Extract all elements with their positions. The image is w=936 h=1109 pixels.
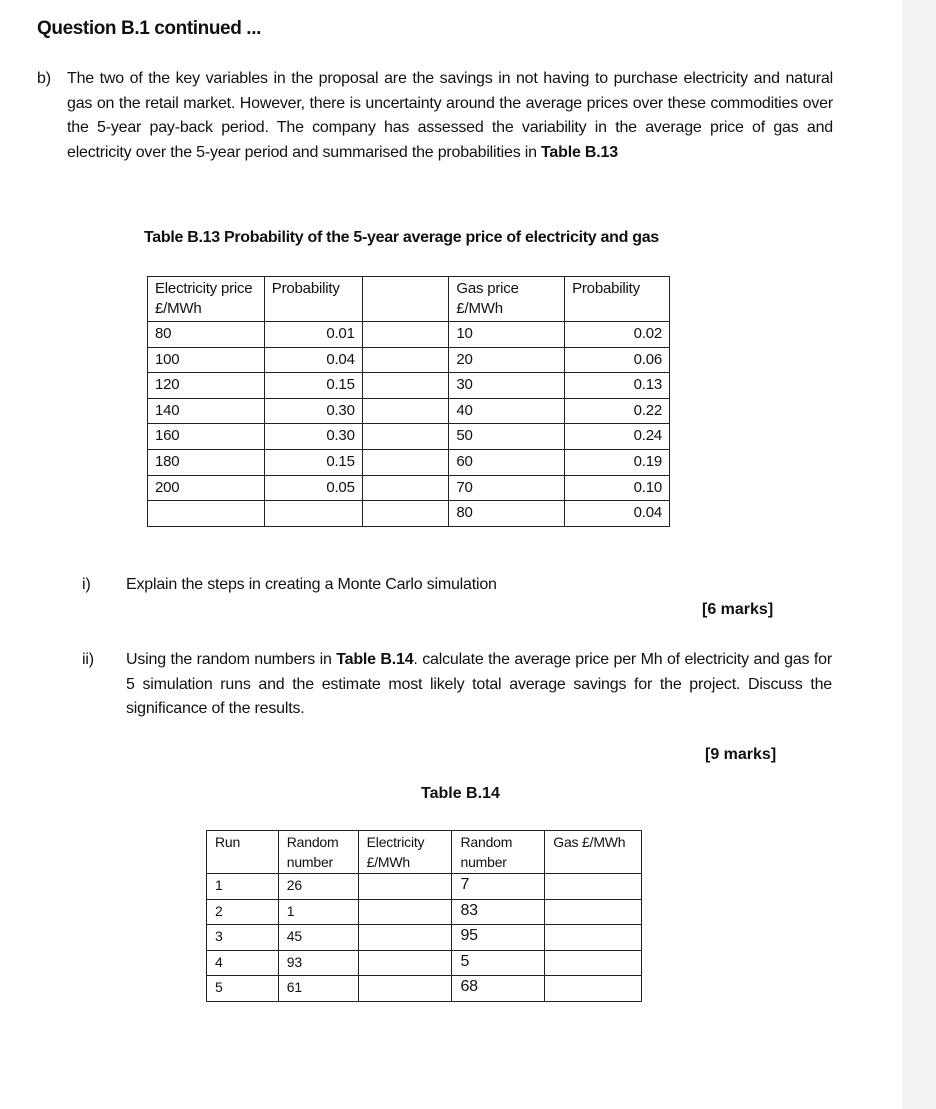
table-cell — [545, 874, 642, 900]
table-cell — [358, 976, 452, 1002]
table-cell: 50 — [449, 424, 565, 450]
table-cell — [362, 398, 449, 424]
table-cell: 0.22 — [565, 398, 670, 424]
table-cell: 0.15 — [264, 373, 362, 399]
table-cell — [362, 424, 449, 450]
table-row — [148, 449, 670, 475]
table-cell — [362, 449, 449, 475]
table-cell — [362, 347, 449, 373]
table-cell: 5 — [452, 950, 545, 976]
table-cell: 61 — [278, 976, 358, 1002]
table-row — [148, 373, 670, 399]
table-b13 — [147, 276, 670, 527]
header-cell: Electricity price £/MWh — [148, 277, 265, 322]
table-row — [207, 874, 642, 900]
table-cell: 95 — [452, 925, 545, 951]
table-cell: 80 — [449, 501, 565, 527]
table-cell — [545, 976, 642, 1002]
table-cell — [362, 501, 449, 527]
table-row — [148, 424, 670, 450]
table-cell: 0.05 — [264, 475, 362, 501]
table-cell — [362, 322, 449, 348]
table-cell: 0.24 — [565, 424, 670, 450]
table-cell: 70 — [449, 475, 565, 501]
table-row — [207, 925, 642, 951]
table-cell: 83 — [452, 899, 545, 925]
table-cell: 200 — [148, 475, 265, 501]
table-cell — [545, 950, 642, 976]
table-cell — [358, 925, 452, 951]
table-cell: 80 — [148, 322, 265, 348]
table-row — [207, 950, 642, 976]
header-cell: Random number — [452, 831, 545, 874]
table-cell: 100 — [148, 347, 265, 373]
table-cell: 5 — [207, 976, 279, 1002]
table-cell: 60 — [449, 449, 565, 475]
table-row — [148, 347, 670, 373]
question-i-label: i) — [82, 576, 91, 593]
table-cell: 3 — [207, 925, 279, 951]
table-cell: 120 — [148, 373, 265, 399]
table-cell: 1 — [278, 899, 358, 925]
table-row — [207, 899, 642, 925]
table-cell — [358, 874, 452, 900]
header-cell: Random number — [278, 831, 358, 874]
header-cell: Probability — [565, 277, 670, 322]
table-cell: 0.19 — [565, 449, 670, 475]
table-cell: 0.01 — [264, 322, 362, 348]
table-cell: 4 — [207, 950, 279, 976]
table-cell — [358, 899, 452, 925]
table-cell — [362, 373, 449, 399]
question-i-marks: [6 marks] — [702, 601, 774, 618]
header-cell: Run — [207, 831, 279, 874]
part-b-text: The two of the key variables in the proposal are the savings in not having to purchase electricity and natural gas on the retail market. However, there is uncertainty around the average prices over these commodities over the 5-year pay-back period. The company has assessed the variability in the average price of gas and electricity over the 5-year period and summarised the probabilities in Table B.13 — [67, 70, 833, 161]
header-cell: Gas £/MWh — [545, 831, 642, 874]
table-cell: 93 — [278, 950, 358, 976]
table-cell — [148, 501, 265, 527]
table-row — [148, 398, 670, 424]
table-cell — [362, 475, 449, 501]
question-heading: Question B.1 continued ... — [37, 18, 261, 39]
table-cell: 30 — [449, 373, 565, 399]
table-cell: 0.02 — [565, 322, 670, 348]
table-b14-caption: Table B.14 — [421, 785, 500, 802]
table-cell: 0.10 — [565, 475, 670, 501]
table-cell: 180 — [148, 449, 265, 475]
table-cell: 0.15 — [264, 449, 362, 475]
table-cell: 0.30 — [264, 424, 362, 450]
table-cell: 140 — [148, 398, 265, 424]
question-i-text: Explain the steps in creating a Monte Carlo simulation — [126, 576, 497, 593]
table-row — [148, 475, 670, 501]
part-b-label: b) — [37, 70, 51, 87]
scrollbar-gutter — [902, 0, 936, 1109]
table-cell — [264, 501, 362, 527]
table-cell: 0.04 — [264, 347, 362, 373]
table-b13-caption: Table B.13 Probability of the 5-year average price of electricity and gas — [144, 229, 659, 246]
table-cell: 40 — [449, 398, 565, 424]
table-cell: 0.13 — [565, 373, 670, 399]
header-cell: Probability — [264, 277, 362, 322]
table-cell: 20 — [449, 347, 565, 373]
table-cell: 10 — [449, 322, 565, 348]
question-ii-label: ii) — [82, 651, 94, 668]
table-cell: 45 — [278, 925, 358, 951]
table-cell — [545, 899, 642, 925]
table-b14 — [206, 830, 642, 1002]
table-cell — [358, 950, 452, 976]
table-cell: 0.04 — [565, 501, 670, 527]
header-cell — [362, 277, 449, 322]
header-cell: Gas price £/MWh — [449, 277, 565, 322]
table-row — [148, 322, 670, 348]
table-cell: 26 — [278, 874, 358, 900]
question-ii-marks: [9 marks] — [705, 746, 777, 763]
header-cell: Electricity £/MWh — [358, 831, 452, 874]
table-cell: 0.30 — [264, 398, 362, 424]
table-cell — [545, 925, 642, 951]
table-cell: 2 — [207, 899, 279, 925]
table-row — [148, 501, 670, 527]
table-cell: 1 — [207, 874, 279, 900]
table-cell: 0.06 — [565, 347, 670, 373]
table-row — [207, 976, 642, 1002]
table-cell: 68 — [452, 976, 545, 1002]
table-cell: 160 — [148, 424, 265, 450]
question-ii-text: Using the random numbers in Table B.14. calculate the average price per Mh of electricity and gas for 5 simulation runs and the estimate most likely total average savings for the project. Discuss the significance of the results. — [126, 651, 832, 717]
table-cell: 7 — [452, 874, 545, 900]
